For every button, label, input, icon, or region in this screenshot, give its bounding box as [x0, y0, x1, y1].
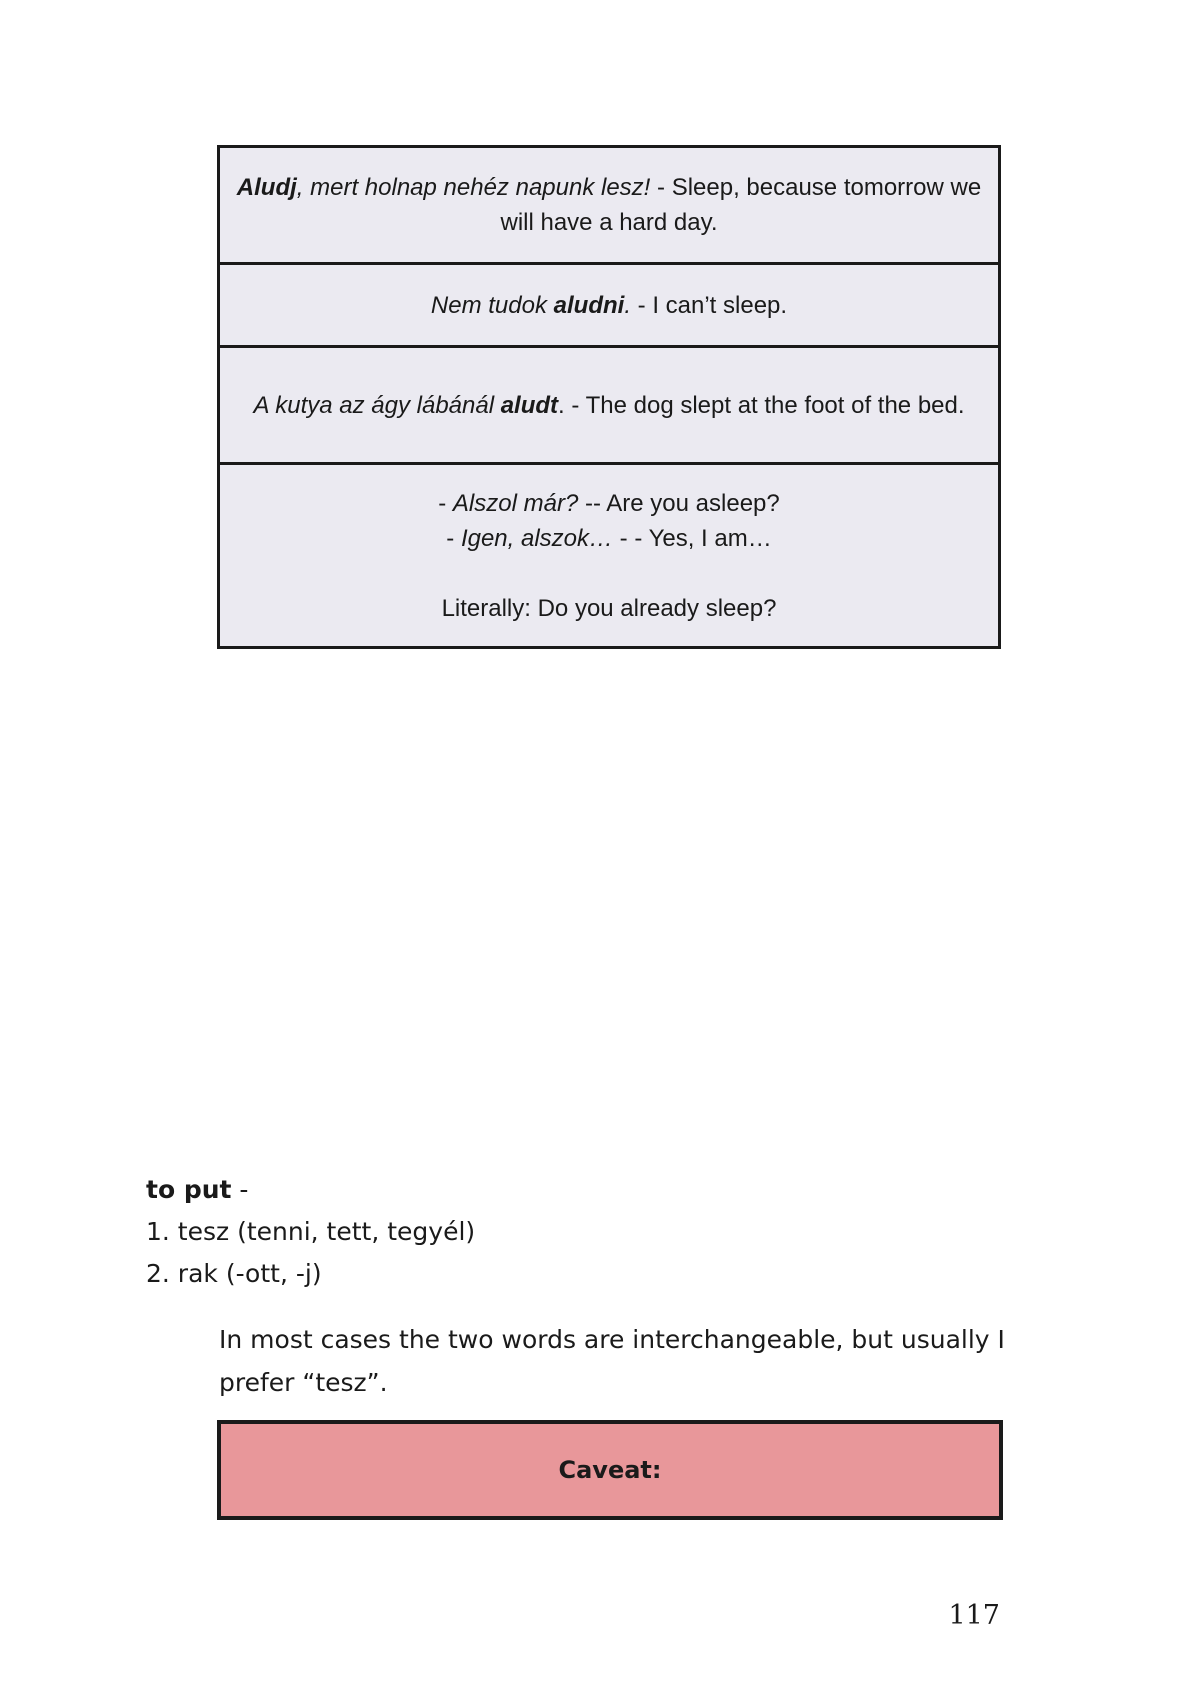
term-dash: - — [231, 1175, 249, 1204]
hungarian-text: A kutya az ágy lábánál — [253, 391, 501, 419]
example-cell — [219, 347, 1000, 464]
examples-table — [217, 145, 1001, 649]
hungarian-text: , mert holnap nehéz napunk lesz! — [296, 174, 651, 201]
dialogue-dash: - — [446, 524, 461, 552]
example-row — [219, 147, 1000, 264]
english-translation: - - Yes, I am… — [613, 524, 772, 552]
example-row — [219, 264, 1000, 347]
dialogue-dash: - — [438, 489, 453, 517]
example-cell — [219, 147, 1000, 264]
example-cell — [219, 464, 1000, 648]
caveat-box — [217, 1420, 1003, 1520]
english-translation: - The dog slept at the foot of the bed. — [564, 391, 965, 419]
english-translation: -- Are you asleep? — [578, 489, 780, 517]
hungarian-text-end: . — [624, 291, 631, 319]
example-row — [219, 464, 1000, 648]
list-item: 1. tesz (tenni, tett, tegyél) — [146, 1217, 476, 1246]
usage-note: In most cases the two words are interchangeable, but usually I prefer “tesz”. — [219, 1325, 1005, 1397]
literal-translation: Literally: Do you already sleep? — [441, 594, 777, 622]
example-cell — [219, 264, 1000, 347]
english-translation: - I can’t sleep. — [630, 291, 788, 319]
term-word: to put — [146, 1175, 232, 1204]
hungarian-keyword: aludt — [500, 391, 559, 419]
dialogue-line — [236, 486, 982, 521]
vocabulary-term — [146, 1175, 248, 1204]
list-item: 2. rak (-ott, -j) — [146, 1259, 322, 1288]
dialogue-line — [236, 521, 982, 556]
spacer — [236, 556, 982, 591]
hungarian-keyword: aludni — [553, 291, 625, 319]
hungarian-keyword: Aludj — [236, 174, 297, 201]
caveat-label: Caveat: — [558, 1456, 662, 1484]
hungarian-text-end: . — [558, 391, 565, 419]
hungarian-text: Nem tudok — [430, 291, 554, 319]
hungarian-text: Igen, alszok… — [460, 524, 614, 552]
example-row — [219, 347, 1000, 464]
page-number: 117 — [948, 1600, 1000, 1631]
hungarian-text: Alszol már? — [452, 489, 579, 517]
english-translation: - Sleep, because tomorrow we will have a hard day. — [500, 174, 982, 236]
